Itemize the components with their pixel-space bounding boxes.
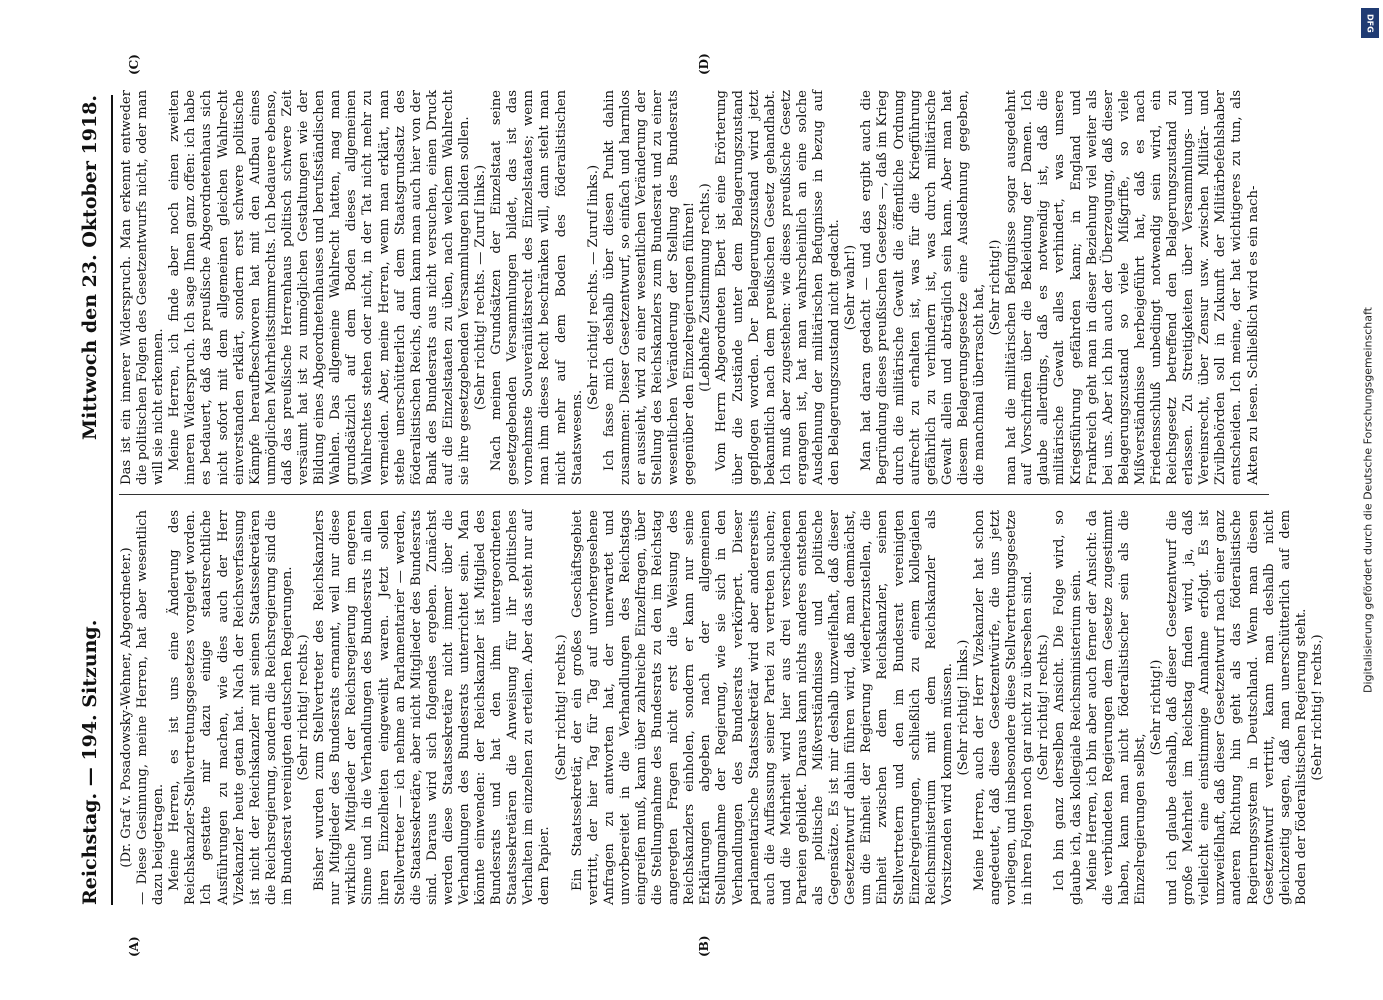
- paragraph: Das ist ein innerer Widerspruch. Man erkennt entweder die politischen Folgen des Gesetzentwurfs nicht, oder man will sie nicht erkennen.: [118, 90, 166, 485]
- paragraph: Ich bin ganz derselben Ansicht. Die Folge wird, so glaube ich, das kollegiale Reichsministerium sein.: [1051, 510, 1084, 905]
- paragraph: Meine Herren, ich finde aber noch einen zweiten inneren Widerspruch. Ich sage Ihnen ganz offen: ich habe es bedauert, daß das preußische Abgeordnetenhaus sich nicht sofort mit dem allgemeinen gleichen Wahlrecht einverstanden erklärt, sondern erst schwere politische Kämpfe heraufbeschworen hat mit den Aufbau eines unmöglichen Mehrheitsstimmrechts. Ich bedauere ebenso, daß das preußische Herrenhaus politisch schwere Zeit versäumt hat ist zu unmöglichen Gestaltungen wie der Bildung eines Abgeordnetenhauses und berufsständischen Wahlen. Das allgemeine Wahlrecht hatten, mag man grundsätzlich auf dem Boden dieses allgemeinen Wahlrechtes stehen oder nicht, in der Tat nicht mehr zu vermeiden. Aber, meine Herren, wenn man erklärt, man stehe unerschütterlich auf dem Staatsgrundsatz des föderalistischen Reichs, dann kann man auch hier von der Bank des Bundesrats aus nicht versuchen, einen Druck auf die Einzelstaaten zu üben, nach welchem Wahlrecht sie ihre gesetzgebenden Versammlungen bilden sollen.: [166, 90, 472, 485]
- paragraph: Bisher wurden zum Stellvertreter des Reichskanzlers nur Mitglieder des Bundesrats ernannt, weil nur diese wirkliche Mitglieder der Reichsregierung im engeren Sinne und in die Verhandlungen des Bundesrats in allen ihren Einzelheiten eingeweiht waren. Jetzt sollen Stellvertreter — ich nehme an Parlamentarier — werden, die Staatssekretäre, aber nicht Mitglieder des Bundesrats sind. Daraus wird sich folgendes ergeben. Zunächst werden diese Staatssekretäre nicht immer über die Verhandlungen des Bundesrats unterrichtet sein. Man könnte einwenden: der Reichskanzler ist Mitglied des Bundesrats und hat den ihm untergeordneten Staatssekretären die Anweisung für ihr politisches Verhalten im einzelnen zu erteilen. Aber das steht nur auf dem Papier.: [311, 510, 552, 905]
- paragraph: (Sehr richtig!): [987, 239, 1003, 336]
- paragraph: Ein Staatssekretär, der ein großes Geschäftsgebiet vertritt, der hier Tag für Tag auf unvorhergesehene Anfragen zu antworten hat, der unerwartet und unvorbereitet in die Verhandlungen des Reichstags eingreifen muß, kann über zahlreiche Einzelfragen, über die Stellungnahme des Bundesrats zu den im Reichstag angeregten Fragen nicht erst die Weisung des Reichskanzlers einholen, sondern er kann nur seine Erklärungen abgeben nach der allgemeinen Stellungnahme der Regierung, wie sie sich in den Verhandlungen des Bundesrats verkörpert. Dieser parlamentarische Staatssekretär wird aber andererseits auch die Auffassung seiner Partei zu vertreten suchen; und die Mehrheit wird hier aus drei verschiedenen Parteien gebildet. Daraus kann nichts anderes entstehen als politische Mißverständnisse und politische Gegensätze. Es ist mir deshalb unzweifelhaft, daß dieser Gesetzentwurf dahin führen wird, daß man demnächst, um die Einheit der Regierung wiederherzustellen, die Einheit zwischen dem Reichskanzler, seinen Stellvertretern und den im Bundesrat vereinigten Einzelregierungen, schließlich zu einem kollegialen Reichsministerium mit dem Reichskanzler als Vorsitzenden wird kommen müssen.: [569, 510, 955, 905]
- paragraph: man hat die militärischen Befugnisse sogar ausgedehnt auf Vorschriften über die Bekleidung der Damen. Ich glaube allerdings, daß es notwendig ist, daß die militärische Gewalt alles verhindert, was unsere Kriegsführung gefährden kann; in England und Frankreich geht man in dieser Beziehung viel weiter als bei uns. Aber ich bin auch der Überzeugung, daß dieser Belagerungszustand so viele Mißgriffe, so viele Mißverständnisse herbeigeführt hat, daß es nach Friedensschluß unbedingt notwendig sein wird, ein Reichsgesetz betreffend den Belagerungszustand zu erlassen. Zu Streitigkeiten über Versammlungs- und Vereinsrecht, über Zensur usw. zwischen Militär- und Zivilbehörden soll in Zukunft der Militärbefehlshaber entscheiden. Ich meine, der hat wichtigeres zu tun, als Akten zu lesen. Schließlich wird es ein nach-: [1003, 90, 1261, 485]
- stamp-text: Digitalisierung gefördert durch die Deutsche Forschungsgemeinschaft: [1361, 307, 1375, 693]
- page-header: [71, 95, 109, 905]
- paragraph: — Diese Gesinnung, meine Herren, hat aber wesentlich dazu beigetragen.: [134, 510, 166, 905]
- paragraph: Nach meinen Grundsätzen der Einzelstaat seine gesetzgebenden Versammlungen bildet, das ist das vornehmste Souveränitätsrecht des Einzelstaates; wenn man ihm dieses Recht beschränken will, dann steht man nicht mehr auf dem Boden des föderalistischen Staatswesens.: [488, 90, 585, 485]
- paragraph: (Sehr wahr!): [842, 244, 858, 331]
- paragraph: (Lebhafte Zustimmung rechts.): [697, 183, 713, 392]
- paragraph: (Sehr richtig! rechts. — Zuruf links.): [585, 164, 601, 411]
- rotated-page: [57, 35, 1327, 965]
- header-left: Reichstag. — 194. Sitzung.: [78, 619, 101, 905]
- margin-marker-a: (A): [126, 936, 141, 957]
- column-rule: [119, 494, 1269, 495]
- paragraph: (Sehr richtig! rechts.): [553, 634, 569, 781]
- paragraph: (Sehr richtig! links.): [955, 639, 971, 776]
- paragraph: Meine Herren, es ist uns eine Änderung des Reichskanzler-Stellvertretungsgesetzes vorgelegt worden. Ich gestatte mir dazu einige staatsrechtliche Ausführungen zu machen, wie dies auch der Herr Vizekanzler heute getan hat. Nach der Reichsverfassung ist nicht der Reichskanzler mit seinen Staatssekretären die Reichsregierung, sondern die Reichsregierung sind die im Bundesrat vereinigten deutschen Regierungen.: [166, 510, 295, 905]
- digitization-stamp: [1359, 12, 1377, 988]
- paragraph: Man hat daran gedacht — und das ergibt auch die Begründung dieses preußischen Gesetzes —, daß im Krieg durch die militärische Gewalt die öffentliche Ordnung aufrecht zu erhalten ist, was für die Kriegführung gefährlich zu verhindern ist, was durch militärische Gewalt allein und abträglich sein kann. Aber man hat diesem Belagerungsgesetze eine Ausdehnung gegeben, die manchmal überrascht hat,: [858, 90, 987, 485]
- margin-marker-c: (C): [126, 54, 141, 75]
- right-column: [119, 90, 1299, 485]
- paragraph: (Sehr richtig! rechts.): [295, 634, 311, 781]
- header-rule: [111, 95, 113, 905]
- paragraph: Vom Herrn Abgeordneten Ebert ist eine Erörterung über die Zustände unter dem Belagerungszustand gepflogen worden. Der Belagerungszustand wird jetzt bekanntlich nach dem preußischen Gesetz gehandhabt. Ich muß aber zugestehen: wie dieses preußische Gesetz ergangen ist, hat man wahrscheinlich an eine solche Ausdehnung der militärischen Befugnisse in bezug auf den Belagerungszustand nicht gedacht.: [713, 90, 842, 485]
- paragraph: (Sehr richtig!): [1148, 659, 1164, 756]
- margin-marker-d: (D): [696, 53, 711, 75]
- paragraph: (Sehr richtig! rechts.): [1309, 634, 1325, 781]
- header-right: Mittwoch den 23. Oktober 1918.: [78, 95, 101, 440]
- paragraph: Ich fasse mich deshalb über diesen Punkt dahin zusammen: Dieser Gesetzentwurf, so einfach und harmlos er aussieht, wird zu einer wesentlichen Veränderung der Stellung des Reichskanzlers zum Bundesrat und zu einer wesentlichen Veränderung der Stellung des Bundesrats gegenüber den Einzelregierungen führen!: [601, 90, 697, 485]
- paragraph: und ich glaube deshalb, daß dieser Gesetzentwurf die große Mehrheit im Reichstag finden wird, ja, daß vielleicht eine einstimmige Annahme erfolgt. Es ist unzweifelhaft, daß dieser Gesetzentwurf nach einer ganz anderen Richtung hin geht als das föderalistische Regierungssystem in Deutschland. Wenn man diesen Gesetzentwurf vertritt, kann man deshalb nicht gleichzeitig sagen, daß man unerschütterlich auf dem Boden der föderalistischen Regierung steht.: [1164, 510, 1309, 905]
- paragraph: (Sehr richtig! rechts. — Zuruf links.): [472, 164, 488, 411]
- paragraph: Meine Herren, auch der Herr Vizekanzler hat schon angedeutet, daß diese Gesetzentwürfe, die uns jetzt vorliegen, und insbesondere diese Stellvertretungsgesetze in ihren Folgen noch gar nicht zu übersehen sind.: [971, 510, 1035, 905]
- paragraph: Meine Herren, ich bin aber auch ferner der Ansicht: da die verbündeten Regierungen dem Gesetze zugestimmt haben, kann man nicht föderalistischer sein als die Einzelregierungen selbst,: [1084, 510, 1148, 905]
- margin-marker-b: (B): [696, 935, 711, 957]
- dfg-logo: DFG: [1361, 8, 1379, 38]
- left-column: [118, 510, 1325, 905]
- paragraph: (Dr. Graf v. Posadowsky-Wehner, Abgeordneter.): [118, 547, 134, 868]
- newspaper-page: [57, 35, 1327, 965]
- paragraph: (Sehr richtig! rechts.): [1035, 634, 1051, 781]
